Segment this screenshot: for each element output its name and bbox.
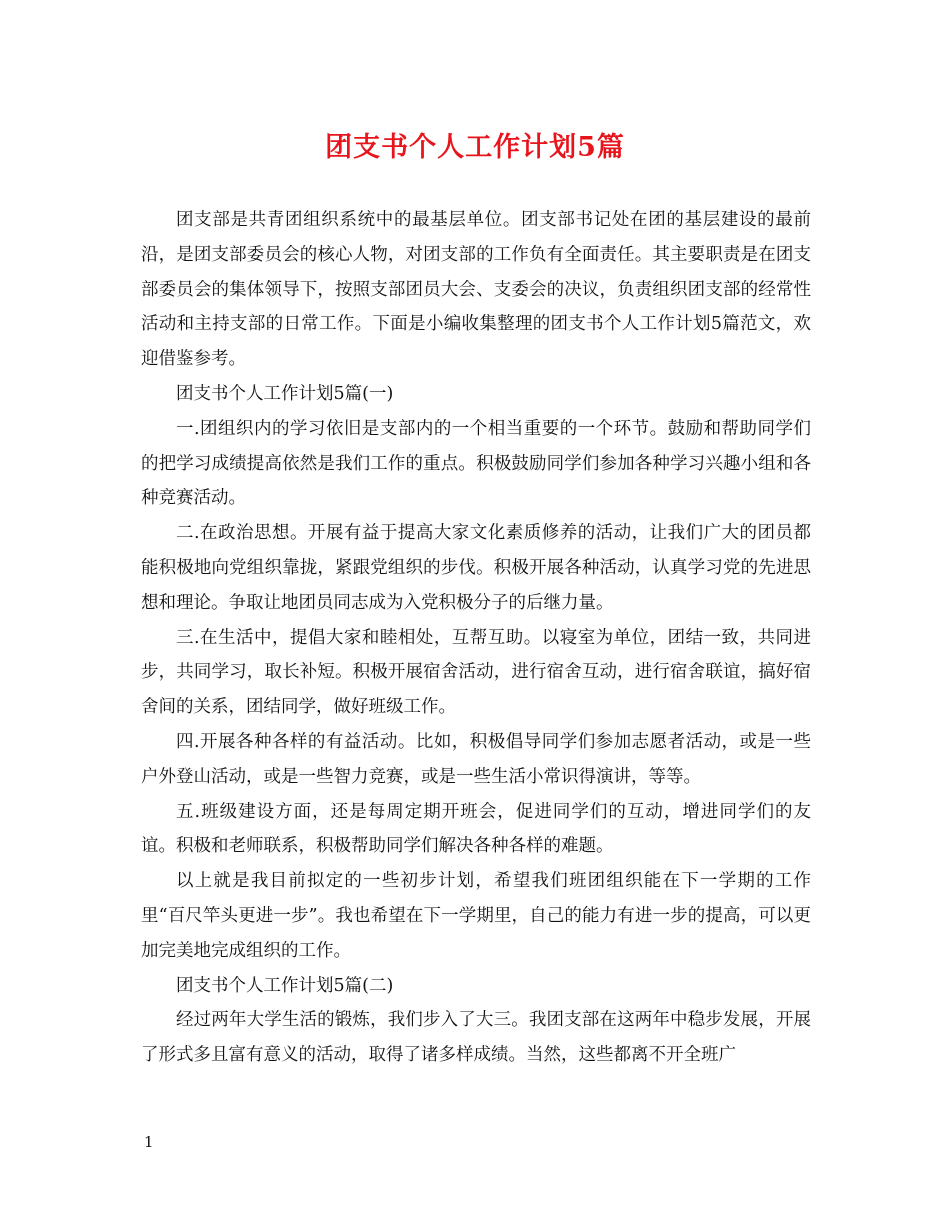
conclusion-paragraph: 以上就是我目前拟定的一些初步计划，希望我们班团组织能在下一学期的工作里“百尺竿头更进一步”。我也希望在下一学期里，自己的能力有进一步的提高，可以更加完美地完成组织的工作。 — [141, 871, 811, 961]
paragraph-item-5: 五.班级建设方面，还是每周定期开班会，促进同学们的互动，增进同学们的友谊。积极和老师联系，积极帮助同学们解决各种各样的难题。 — [141, 801, 811, 857]
paragraph-item-3: 三.在生活中，提倡大家和睦相处，互帮互助。以寝室为单位，团结一致，共同进步，共同学习，取长补短。积极开展宿舍活动，进行宿舍互动，进行宿舍联谊，搞好宿舍间的关系，团结同学，做好班级工作。 — [141, 627, 811, 718]
intro-paragraph: 团支部是共青团组织系统中的最基层单位。团支部书记处在团的基层建设的最前沿，是团支部委员会的核心人物，对团支部的工作负有全面责任。其主要职责是在团支部委员会的集体领导下，按照支部团员大会、支委会的决议，负责组织团支部的经常性活动和主持支部的日常工作。下面是小编收集整理的团支书个人工作计划5篇范文，欢迎借鉴参考。 — [141, 210, 811, 370]
paragraph-item-2: 二.在政治思想。开展有益于提高大家文化素质修养的活动，让我们广大的团员都能积极地向党组织靠拢，紧跟党组织的步伐。积极开展各种活动，认真学习党的先进思想和理论。争取让地团员同志成为入党积极分子的后继力量。 — [141, 523, 811, 613]
section-heading-1: 团支书个人工作计划5篇(一) — [176, 383, 394, 404]
paragraph-item-1: 一.团组织内的学习依旧是支部内的一个相当重要的一个环节。鼓励和帮助同学们的把学习成绩提高依然是我们工作的重点。积极鼓励同学们参加各种学习兴趣小组和各种竞赛活动。 — [141, 418, 811, 509]
section-heading-2: 团支书个人工作计划5篇(二) — [176, 975, 394, 996]
page-number: 1 — [144, 1133, 154, 1151]
paragraph-item-4: 四.开展各种各样的有益活动。比如，积极倡导同学们参加志愿者活动，或是一些户外登山活动，或是一些智力竞赛，或是一些生活小常识得演讲，等等。 — [141, 731, 811, 787]
document-body — [141, 203, 811, 1073]
document-title: 团支书个人工作计划5篇 — [325, 132, 625, 163]
section-2-paragraph: 经过两年大学生活的锻炼，我们步入了大三。我团支部在这两年中稳步发展，开展了形式多且富有意义的活动，取得了诸多样成绩。当然，这些都离不开全班广 — [141, 1010, 811, 1066]
